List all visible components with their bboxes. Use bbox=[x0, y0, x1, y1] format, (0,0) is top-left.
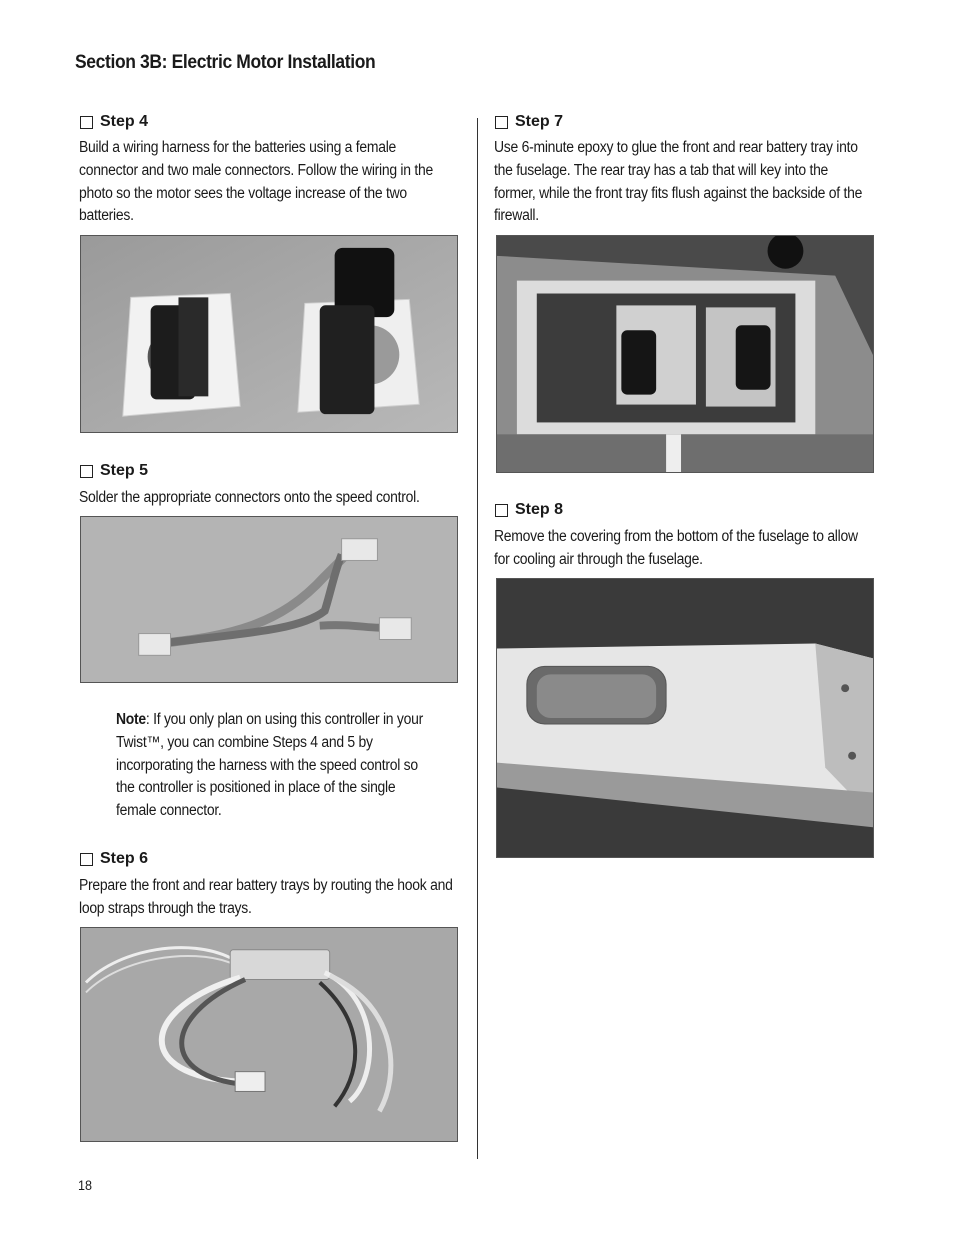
note-text: : If you only plan on using this controller in your Twist™, you can combine Steps 4 and 5 by incorporating the harness with the speed control so the controller is positioned in place of the single female connector. bbox=[116, 711, 423, 820]
note-label: Note bbox=[116, 711, 146, 728]
step-4-checkbox[interactable] bbox=[80, 116, 93, 129]
step-6-text: Prepare the front and rear battery trays by routing the hook and loop straps through the trays. bbox=[79, 877, 453, 917]
step-6-photo-speed-control bbox=[80, 927, 458, 1142]
step-6-checkbox[interactable] bbox=[80, 853, 93, 866]
step-8-text: Remove the covering from the bottom of the fuselage to allow for cooling air through the fuselage. bbox=[494, 528, 858, 568]
step-7-checkbox[interactable] bbox=[495, 116, 508, 129]
page-number: 18 bbox=[78, 1177, 93, 1193]
column-divider bbox=[477, 118, 478, 1159]
section-title: Section 3B: Electric Motor Installation bbox=[75, 52, 376, 73]
step-8-checkbox[interactable] bbox=[495, 504, 508, 517]
step-4-heading bbox=[80, 113, 148, 131]
step-6-heading bbox=[80, 850, 148, 868]
step-8-label: Step 8 bbox=[515, 501, 564, 518]
step-4-photo-battery-trays bbox=[80, 235, 458, 433]
step-7-photo-fuselage-trays bbox=[496, 235, 874, 473]
step-7-text: Use 6-minute epoxy to glue the front and rear battery tray into the fuselage. The rear tray has a tab that will key into the former, while the front tray fits flush against the backside of the firewall. bbox=[494, 139, 863, 225]
step-6-label: Step 6 bbox=[100, 850, 149, 867]
step-5-heading bbox=[80, 462, 148, 480]
step-5-photo-wiring-harness bbox=[80, 516, 458, 683]
step-8-heading bbox=[495, 501, 563, 519]
note-paragraph bbox=[116, 709, 427, 823]
step-4-label: Step 4 bbox=[100, 113, 149, 130]
step-5-label: Step 5 bbox=[100, 462, 149, 479]
step-8-photo-fuselage-bottom bbox=[496, 578, 874, 858]
step-7-heading bbox=[495, 113, 563, 131]
step-5-checkbox[interactable] bbox=[80, 465, 93, 478]
step-7-label: Step 7 bbox=[515, 113, 564, 130]
step-5-text: Solder the appropriate connectors onto the speed control. bbox=[79, 489, 420, 506]
step-4-text: Build a wiring harness for the batteries using a female connector and two male connectors. Follow the wiring in the photo so the motor sees the voltage increase of the two batteries. bbox=[79, 139, 433, 225]
